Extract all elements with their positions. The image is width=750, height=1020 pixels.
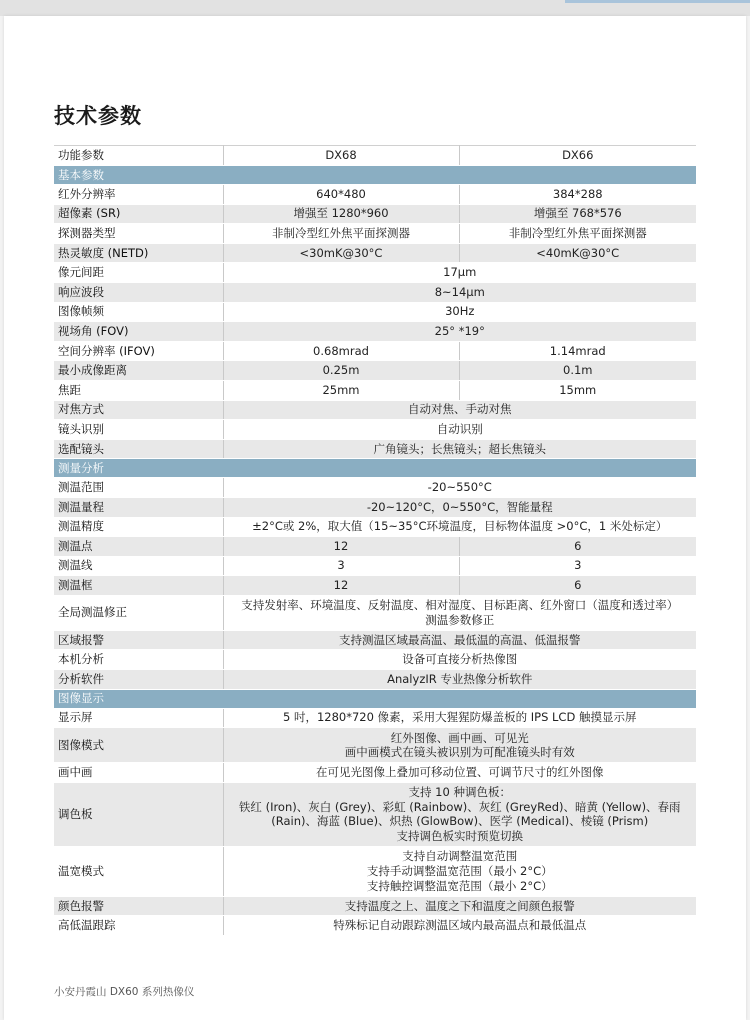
value-dx66: 0.1m bbox=[459, 361, 696, 381]
value-line: (Rain)、海蓝 (Blue)、炽热 (GlowBow)、医学 (Medical)、棱镜 (Prism) bbox=[271, 814, 649, 829]
value-line: 红外图像、画中画、可见光 bbox=[390, 730, 529, 745]
row-label: 区域报警 bbox=[54, 630, 223, 650]
section-title: 基本参数 bbox=[54, 166, 696, 185]
shared-value bbox=[223, 846, 696, 896]
value-dx66: 15mm bbox=[459, 380, 696, 400]
shared-value: ±2°C或 2%，取大值（15~35°C环境温度，目标物体温度 >0°C，1 米处标定） bbox=[223, 517, 696, 537]
table-row bbox=[54, 478, 696, 498]
value-dx68: 非制冷型红外焦平面探测器 bbox=[223, 224, 459, 244]
table-row bbox=[54, 282, 696, 302]
table-row bbox=[54, 243, 696, 263]
shared-value: 在可见光图像上叠加可移动位置、可调节尺寸的红外图像 bbox=[223, 763, 696, 783]
row-label: 焦距 bbox=[54, 380, 223, 400]
row-label: 显示屏 bbox=[54, 708, 223, 728]
table-row bbox=[54, 224, 696, 244]
shared-value: -20~120°C，0~550°C，智能量程 bbox=[223, 497, 696, 517]
value-line: 支持 10 种调色板： bbox=[408, 785, 511, 800]
shared-value: 自动识别 bbox=[223, 420, 696, 440]
shared-value: 广角镜头；长焦镜头；超长焦镜头 bbox=[223, 439, 696, 459]
value-dx68: <30mK@30°C bbox=[223, 243, 459, 263]
value-dx66: 6 bbox=[459, 576, 696, 596]
value-line: 支持发射率、环境温度、反射温度、相对湿度、目标距离、红外窗口（温度和透过率） bbox=[241, 598, 679, 613]
value-line: 支持触控调整温宽范围（最小 2°C） bbox=[366, 878, 553, 893]
header-label: 功能参数 bbox=[54, 146, 223, 166]
shared-value: 8~14μm bbox=[223, 282, 696, 302]
shared-value: -20~550°C bbox=[223, 478, 696, 498]
table-row bbox=[54, 763, 696, 783]
row-label: 颜色报警 bbox=[54, 896, 223, 916]
value-dx68: 3 bbox=[223, 556, 459, 576]
row-label: 测温框 bbox=[54, 576, 223, 596]
value-line: 测温参数修正 bbox=[425, 612, 495, 627]
row-label: 对焦方式 bbox=[54, 400, 223, 420]
table-row bbox=[54, 263, 696, 283]
table-row bbox=[54, 630, 696, 650]
shared-value: 30Hz bbox=[223, 302, 696, 322]
row-label: 视场角 (FOV) bbox=[54, 322, 223, 342]
table-row bbox=[54, 556, 696, 576]
section-title: 图像显示 bbox=[54, 689, 696, 708]
header-model-dx66: DX66 bbox=[459, 146, 696, 166]
row-label: 测温精度 bbox=[54, 517, 223, 537]
page-title: 技术参数 bbox=[54, 104, 142, 128]
value-dx66: 增强至 768*576 bbox=[459, 204, 696, 224]
table-row bbox=[54, 728, 696, 763]
section-title: 测量分析 bbox=[54, 459, 696, 478]
shared-value bbox=[223, 595, 696, 630]
value-dx66: <40mK@30°C bbox=[459, 243, 696, 263]
header-model-dx68: DX68 bbox=[223, 146, 459, 166]
table-header-row bbox=[54, 146, 696, 166]
value-line: 支持自动调整温宽范围 bbox=[402, 849, 518, 864]
table-row bbox=[54, 204, 696, 224]
row-label: 镜头识别 bbox=[54, 420, 223, 440]
value-dx68: 0.25m bbox=[223, 361, 459, 381]
table-row bbox=[54, 400, 696, 420]
value-dx68: 0.68mrad bbox=[223, 341, 459, 361]
shared-value: 17μm bbox=[223, 263, 696, 283]
row-label: 全局测温修正 bbox=[54, 595, 223, 630]
row-label: 画中画 bbox=[54, 763, 223, 783]
table-row bbox=[54, 708, 696, 728]
value-dx66: 6 bbox=[459, 537, 696, 557]
row-label: 测温点 bbox=[54, 537, 223, 557]
shared-value: 25° *19° bbox=[223, 322, 696, 342]
table-row bbox=[54, 497, 696, 517]
row-label: 温宽模式 bbox=[54, 846, 223, 896]
row-label: 热灵敏度 (NETD) bbox=[54, 243, 223, 263]
row-label: 像元间距 bbox=[54, 263, 223, 283]
value-dx66: 非制冷型红外焦平面探测器 bbox=[459, 224, 696, 244]
shared-value: 自动对焦、手动对焦 bbox=[223, 400, 696, 420]
table-row bbox=[54, 302, 696, 322]
top-bar-accent bbox=[565, 0, 750, 3]
value-dx66: 3 bbox=[459, 556, 696, 576]
row-label: 测温量程 bbox=[54, 497, 223, 517]
table-row bbox=[54, 380, 696, 400]
shared-value: 设备可直接分析热像图 bbox=[223, 650, 696, 670]
value-dx68: 640*480 bbox=[223, 185, 459, 205]
table-row bbox=[54, 322, 696, 342]
table-row bbox=[54, 439, 696, 459]
spec-table bbox=[54, 145, 696, 936]
table-row bbox=[54, 896, 696, 916]
table-row bbox=[54, 846, 696, 896]
value-line: 支持手动调整温宽范围（最小 2°C） bbox=[366, 864, 553, 879]
table-row bbox=[54, 670, 696, 690]
shared-value: 支持测温区域最高温、最低温的高温、低温报警 bbox=[223, 630, 696, 650]
shared-value bbox=[223, 728, 696, 763]
row-label: 选配镜头 bbox=[54, 439, 223, 459]
footer-text: 小安丹霞山 DX60 系列热像仪 bbox=[54, 986, 195, 998]
value-dx68: 25mm bbox=[223, 380, 459, 400]
row-label: 测温范围 bbox=[54, 478, 223, 498]
table-row bbox=[54, 782, 696, 846]
table-row bbox=[54, 576, 696, 596]
row-label: 图像模式 bbox=[54, 728, 223, 763]
table-row bbox=[54, 341, 696, 361]
section-header-row bbox=[54, 166, 696, 185]
row-label: 图像帧频 bbox=[54, 302, 223, 322]
shared-value: 特殊标记自动跟踪测温区域内最高温点和最低温点 bbox=[223, 916, 696, 936]
value-dx68: 增强至 1280*960 bbox=[223, 204, 459, 224]
table-row bbox=[54, 595, 696, 630]
row-label: 最小成像距离 bbox=[54, 361, 223, 381]
shared-value: 5 吋，1280*720 像素，采用大猩猩防爆盖板的 IPS LCD 触摸显示屏 bbox=[223, 708, 696, 728]
row-label: 调色板 bbox=[54, 782, 223, 846]
shared-value: AnalyzIR 专业热像分析软件 bbox=[223, 670, 696, 690]
value-line: 支持调色板实时预览切换 bbox=[396, 828, 523, 843]
table-row bbox=[54, 361, 696, 381]
row-label: 本机分析 bbox=[54, 650, 223, 670]
row-label: 超像素 (SR) bbox=[54, 204, 223, 224]
table-row bbox=[54, 517, 696, 537]
row-label: 响应波段 bbox=[54, 282, 223, 302]
value-dx68: 12 bbox=[223, 537, 459, 557]
table-row bbox=[54, 537, 696, 557]
row-label: 测温线 bbox=[54, 556, 223, 576]
table-row bbox=[54, 650, 696, 670]
value-dx66: 384*288 bbox=[459, 185, 696, 205]
row-label: 分析软件 bbox=[54, 670, 223, 690]
shared-value: 支持温度之上、温度之下和温度之间颜色报警 bbox=[223, 896, 696, 916]
table-row bbox=[54, 185, 696, 205]
section-header-row bbox=[54, 459, 696, 478]
value-dx66: 1.14mrad bbox=[459, 341, 696, 361]
shared-value bbox=[223, 782, 696, 846]
value-line: 画中画模式在镜头被识别为可配准镜头时有效 bbox=[344, 745, 575, 760]
table-row bbox=[54, 916, 696, 936]
value-dx68: 12 bbox=[223, 576, 459, 596]
row-label: 高低温跟踪 bbox=[54, 916, 223, 936]
table-row bbox=[54, 420, 696, 440]
row-label: 红外分辨率 bbox=[54, 185, 223, 205]
row-label: 空间分辨率 (IFOV) bbox=[54, 341, 223, 361]
section-header-row bbox=[54, 689, 696, 708]
row-label: 探测器类型 bbox=[54, 224, 223, 244]
value-line: 铁红 (Iron)、灰白 (Grey)、彩虹 (Rainbow)、灰红 (GreyRed)、暗黄 (Yellow)、春雨 bbox=[238, 799, 681, 814]
